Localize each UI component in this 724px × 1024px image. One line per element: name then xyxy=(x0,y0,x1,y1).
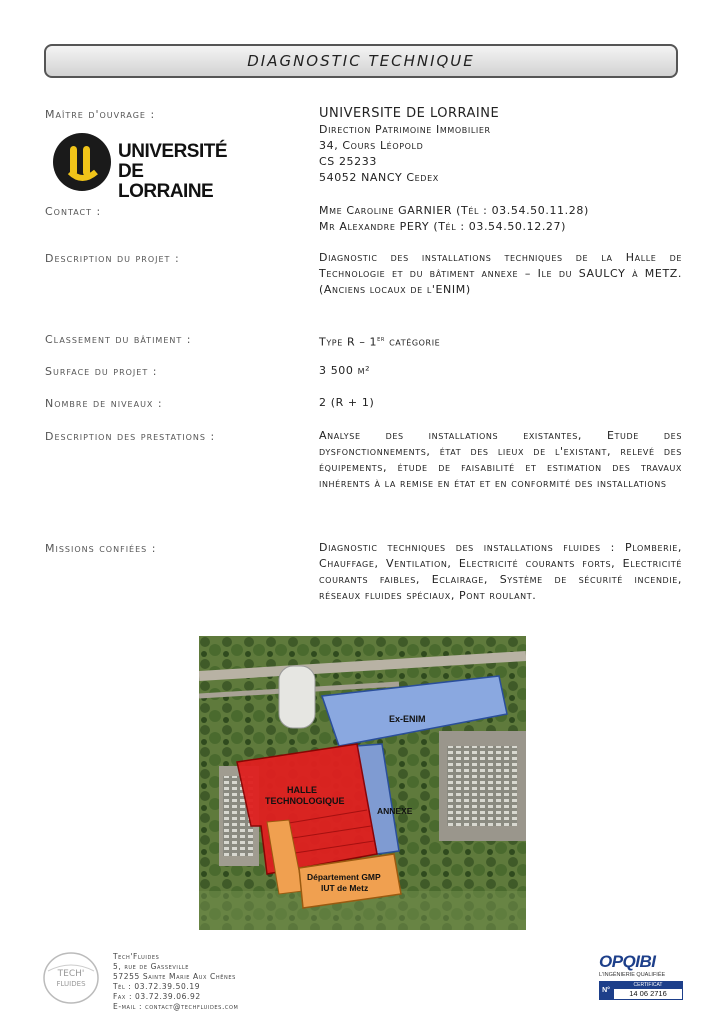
classement-label: Classement du bâtiment : xyxy=(45,333,192,346)
surface-value: 3 500 m² xyxy=(319,364,371,377)
surface-label: Surface du projet : xyxy=(45,365,158,378)
universite-lorraine-logo xyxy=(52,132,228,202)
missions-label: Missions confiées : xyxy=(45,542,157,555)
company-line: 57255 Sainte Marie Aux Chênes xyxy=(113,972,236,981)
contact-line: Mr Alexandre PERY (Tél : 03.54.50.12.27) xyxy=(319,220,567,233)
maitre-ouvrage-label: Maître d'ouvrage : xyxy=(45,108,156,121)
description-label: Description du projet : xyxy=(45,252,180,265)
contact-label: Contact : xyxy=(45,205,102,218)
address-line: CS 25233 xyxy=(319,155,377,168)
ul-logo-line2: DE LORRAINE xyxy=(118,161,214,202)
niveaux-label: Nombre de niveaux : xyxy=(45,397,163,410)
classement-prefix: Type R – 1 xyxy=(319,335,378,349)
parked-cars xyxy=(447,746,517,826)
classement-value xyxy=(319,331,682,351)
ul-logo-line1: UNIVERSITÉ xyxy=(118,141,228,162)
label-gmp-1: Département GMP xyxy=(307,872,381,882)
certificate-label: CERTIFICAT xyxy=(614,982,682,989)
techfluides-logo-line2: FLUIDES xyxy=(56,980,86,988)
contact-value xyxy=(319,203,682,235)
label-gmp-2: IUT de Metz xyxy=(321,883,369,893)
classement-sup: er xyxy=(377,335,385,343)
techfluides-logo-icon xyxy=(42,951,100,1005)
missions-value: Diagnostic techniques des installations fluides : Plomberie, Chauffage, Ventilation, Electricité courants forts, Electricité courants faibles, Eclairage, Système de sécurité incendie, réseaux fluides spéciaux, Pont roulant. xyxy=(319,541,682,602)
label-halle-2: TECHNOLOGIQUE xyxy=(265,796,345,806)
dome-building xyxy=(279,666,315,728)
opqibi-tagline: L'INGÉNIERIE QUALIFIÉE xyxy=(599,972,666,978)
contact-line: Mme Caroline GARNIER (Tél : 03.54.50.11.28) xyxy=(319,204,589,217)
description-value: Diagnostic des installations techniques de la Halle de Technologie et du bâtiment annexe – Ile du SAULCY à METZ. (Anciens locaux de l'ENIM) xyxy=(319,251,682,296)
label-halle-1: HALLE xyxy=(287,785,317,795)
company-line: 5, rue de Gasseville xyxy=(113,962,189,971)
prestations-label: Description des prestations : xyxy=(45,430,216,443)
techfluides-logo-line1: TECH' xyxy=(57,969,85,979)
certificate-no-label: N° xyxy=(599,981,613,1000)
aerial-site-map xyxy=(199,636,526,930)
certificate-number-box xyxy=(613,981,683,1000)
company-line: Tech'Fluides xyxy=(113,952,160,961)
label-ex-enim: Ex-ENIM xyxy=(389,714,426,724)
company-line: Fax : 03.72.39.06.92 xyxy=(113,992,201,1001)
classement-suffix: catégorie xyxy=(384,335,441,349)
prestations-value: Analyse des installations existantes, Etude des dysfonctionnements, état des lieux de l'existant, relevé des équipements, étude de faisabilité et estimation des travaux inhérents à la remise en état et en conformité des installations xyxy=(319,429,682,490)
opqibi-certification xyxy=(599,953,683,1005)
page-title: DIAGNOSTIC TECHNIQUE xyxy=(247,52,475,70)
ul-logo-icon xyxy=(52,132,112,192)
niveaux-value: 2 (R + 1) xyxy=(319,396,375,409)
opqibi-logo-text: OPQIBI xyxy=(599,952,656,971)
label-annexe: ANNEXE xyxy=(377,806,413,816)
company-email: E-mail : contact@techfluides.com xyxy=(113,1002,239,1011)
address-line: 54052 NANCY Cedex xyxy=(319,171,439,184)
certificate-badge xyxy=(599,981,683,1000)
maitre-ouvrage-value xyxy=(319,106,682,186)
client-name: UNIVERSITE DE LORRAINE xyxy=(319,106,500,121)
company-contact-block xyxy=(113,952,238,1012)
title-banner xyxy=(44,44,678,78)
address-line: 34, Cours Léopold xyxy=(319,139,424,152)
address-line: Direction Patrimoine Immobilier xyxy=(319,123,491,136)
aerial-map-svg xyxy=(199,636,526,930)
company-line: Tél : 03.72.39.50.19 xyxy=(113,982,201,991)
certificate-number: 14 06 2716 xyxy=(629,989,667,998)
ul-logo-text xyxy=(118,142,227,202)
